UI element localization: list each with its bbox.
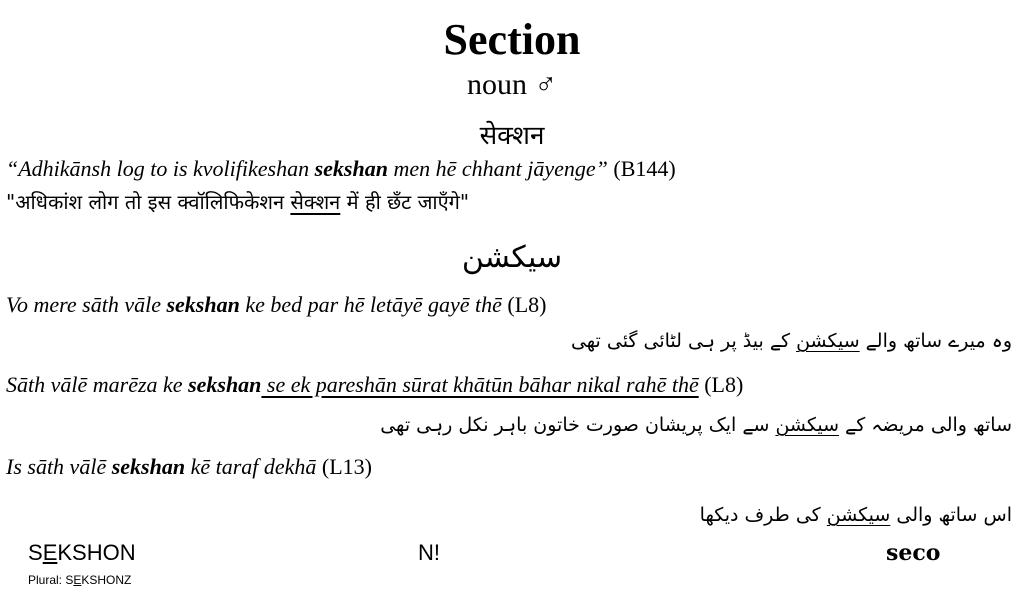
entry-title: Section (443, 15, 581, 64)
example-3-text-pre: Sāth vālē marēza ke (6, 372, 189, 397)
plural-post: KSHONZ (81, 573, 132, 587)
example-3-reference: (L8) (704, 372, 744, 397)
example-2-reference: (L8) (507, 292, 547, 317)
example-4-urdu-keyword: سیکشن (826, 504, 891, 526)
example-1-hindi-keyword: सेक्शन (290, 190, 341, 214)
phonetic-spelling (28, 540, 136, 566)
phonetic-post: KSHON (57, 540, 136, 565)
example-1-reference: (B144) (613, 156, 676, 181)
example-4-urdu-pre: اس ساتھ والی (890, 504, 1012, 526)
example-2-transliteration (6, 292, 546, 318)
urdu-headword: سیکشن (461, 240, 563, 275)
example-4-urdu-post: کی طرف دیکھا (699, 504, 827, 526)
example-2-keyword: sekshan (166, 292, 240, 317)
gothic-script-word: seco (886, 540, 941, 566)
example-1-keyword: sekshan (314, 156, 388, 181)
example-1-hindi-pre: "अधिकांश लोग तो इस क्वॉलिफिकेशन (6, 190, 291, 214)
part-of-speech: noun ♂ (467, 68, 557, 101)
example-2-urdu-pre: وہ میرے ساتھ والے (859, 330, 1012, 352)
plural-pre: Plural: S (28, 573, 74, 587)
example-4-transliteration (6, 454, 372, 480)
example-1-transliteration (6, 156, 676, 182)
hindi-headword: सेक्शन (479, 121, 545, 151)
example-3-text-post: se ek pareshān sūrat khātūn bāhar nikal rahē thē (261, 372, 699, 397)
example-1-hindi (6, 188, 469, 215)
example-2-urdu-post: کے بیڈ پر ہی لٹائی گئی تھی (570, 330, 797, 352)
phonetic-pre: S (28, 540, 43, 565)
example-3-urdu (380, 414, 1012, 436)
example-1-hindi-post: में ही छँट जाएँगे" (340, 190, 470, 214)
example-2-text-post: ke bed par hē letāyē gayē thē (239, 292, 502, 317)
phonetic-stress: E (42, 540, 58, 565)
example-1-text-post: men hē chhant jāyenge” (387, 156, 608, 181)
example-3-transliteration (6, 372, 743, 398)
example-4-urdu (700, 504, 1012, 526)
example-4-reference: (L13) (321, 454, 373, 479)
example-3-keyword: sekshan (188, 372, 262, 397)
example-2-urdu-keyword: سیکشن (796, 330, 860, 352)
example-3-urdu-post: سے ایک پریشان صورت خاتون باہر نکل رہی تھی (380, 414, 776, 436)
example-2-urdu (571, 330, 1012, 352)
sign-marker: N! (418, 540, 440, 565)
plural-stress: E (73, 573, 82, 587)
example-1-text-pre: “Adhikānsh log to is kvolifikeshan (6, 156, 315, 181)
example-2-text-pre: Vo mere sāth vāle (6, 292, 167, 317)
example-4-text-post: kē taraf dekhā (185, 454, 317, 479)
example-3-urdu-keyword: سیکشن (775, 414, 840, 436)
example-4-text-pre: Is sāth vālē (6, 454, 112, 479)
example-4-keyword: sekshan (111, 454, 186, 479)
plural-form (28, 573, 131, 587)
example-3-urdu-pre: ساتھ والی مریضہ کے (839, 414, 1012, 436)
